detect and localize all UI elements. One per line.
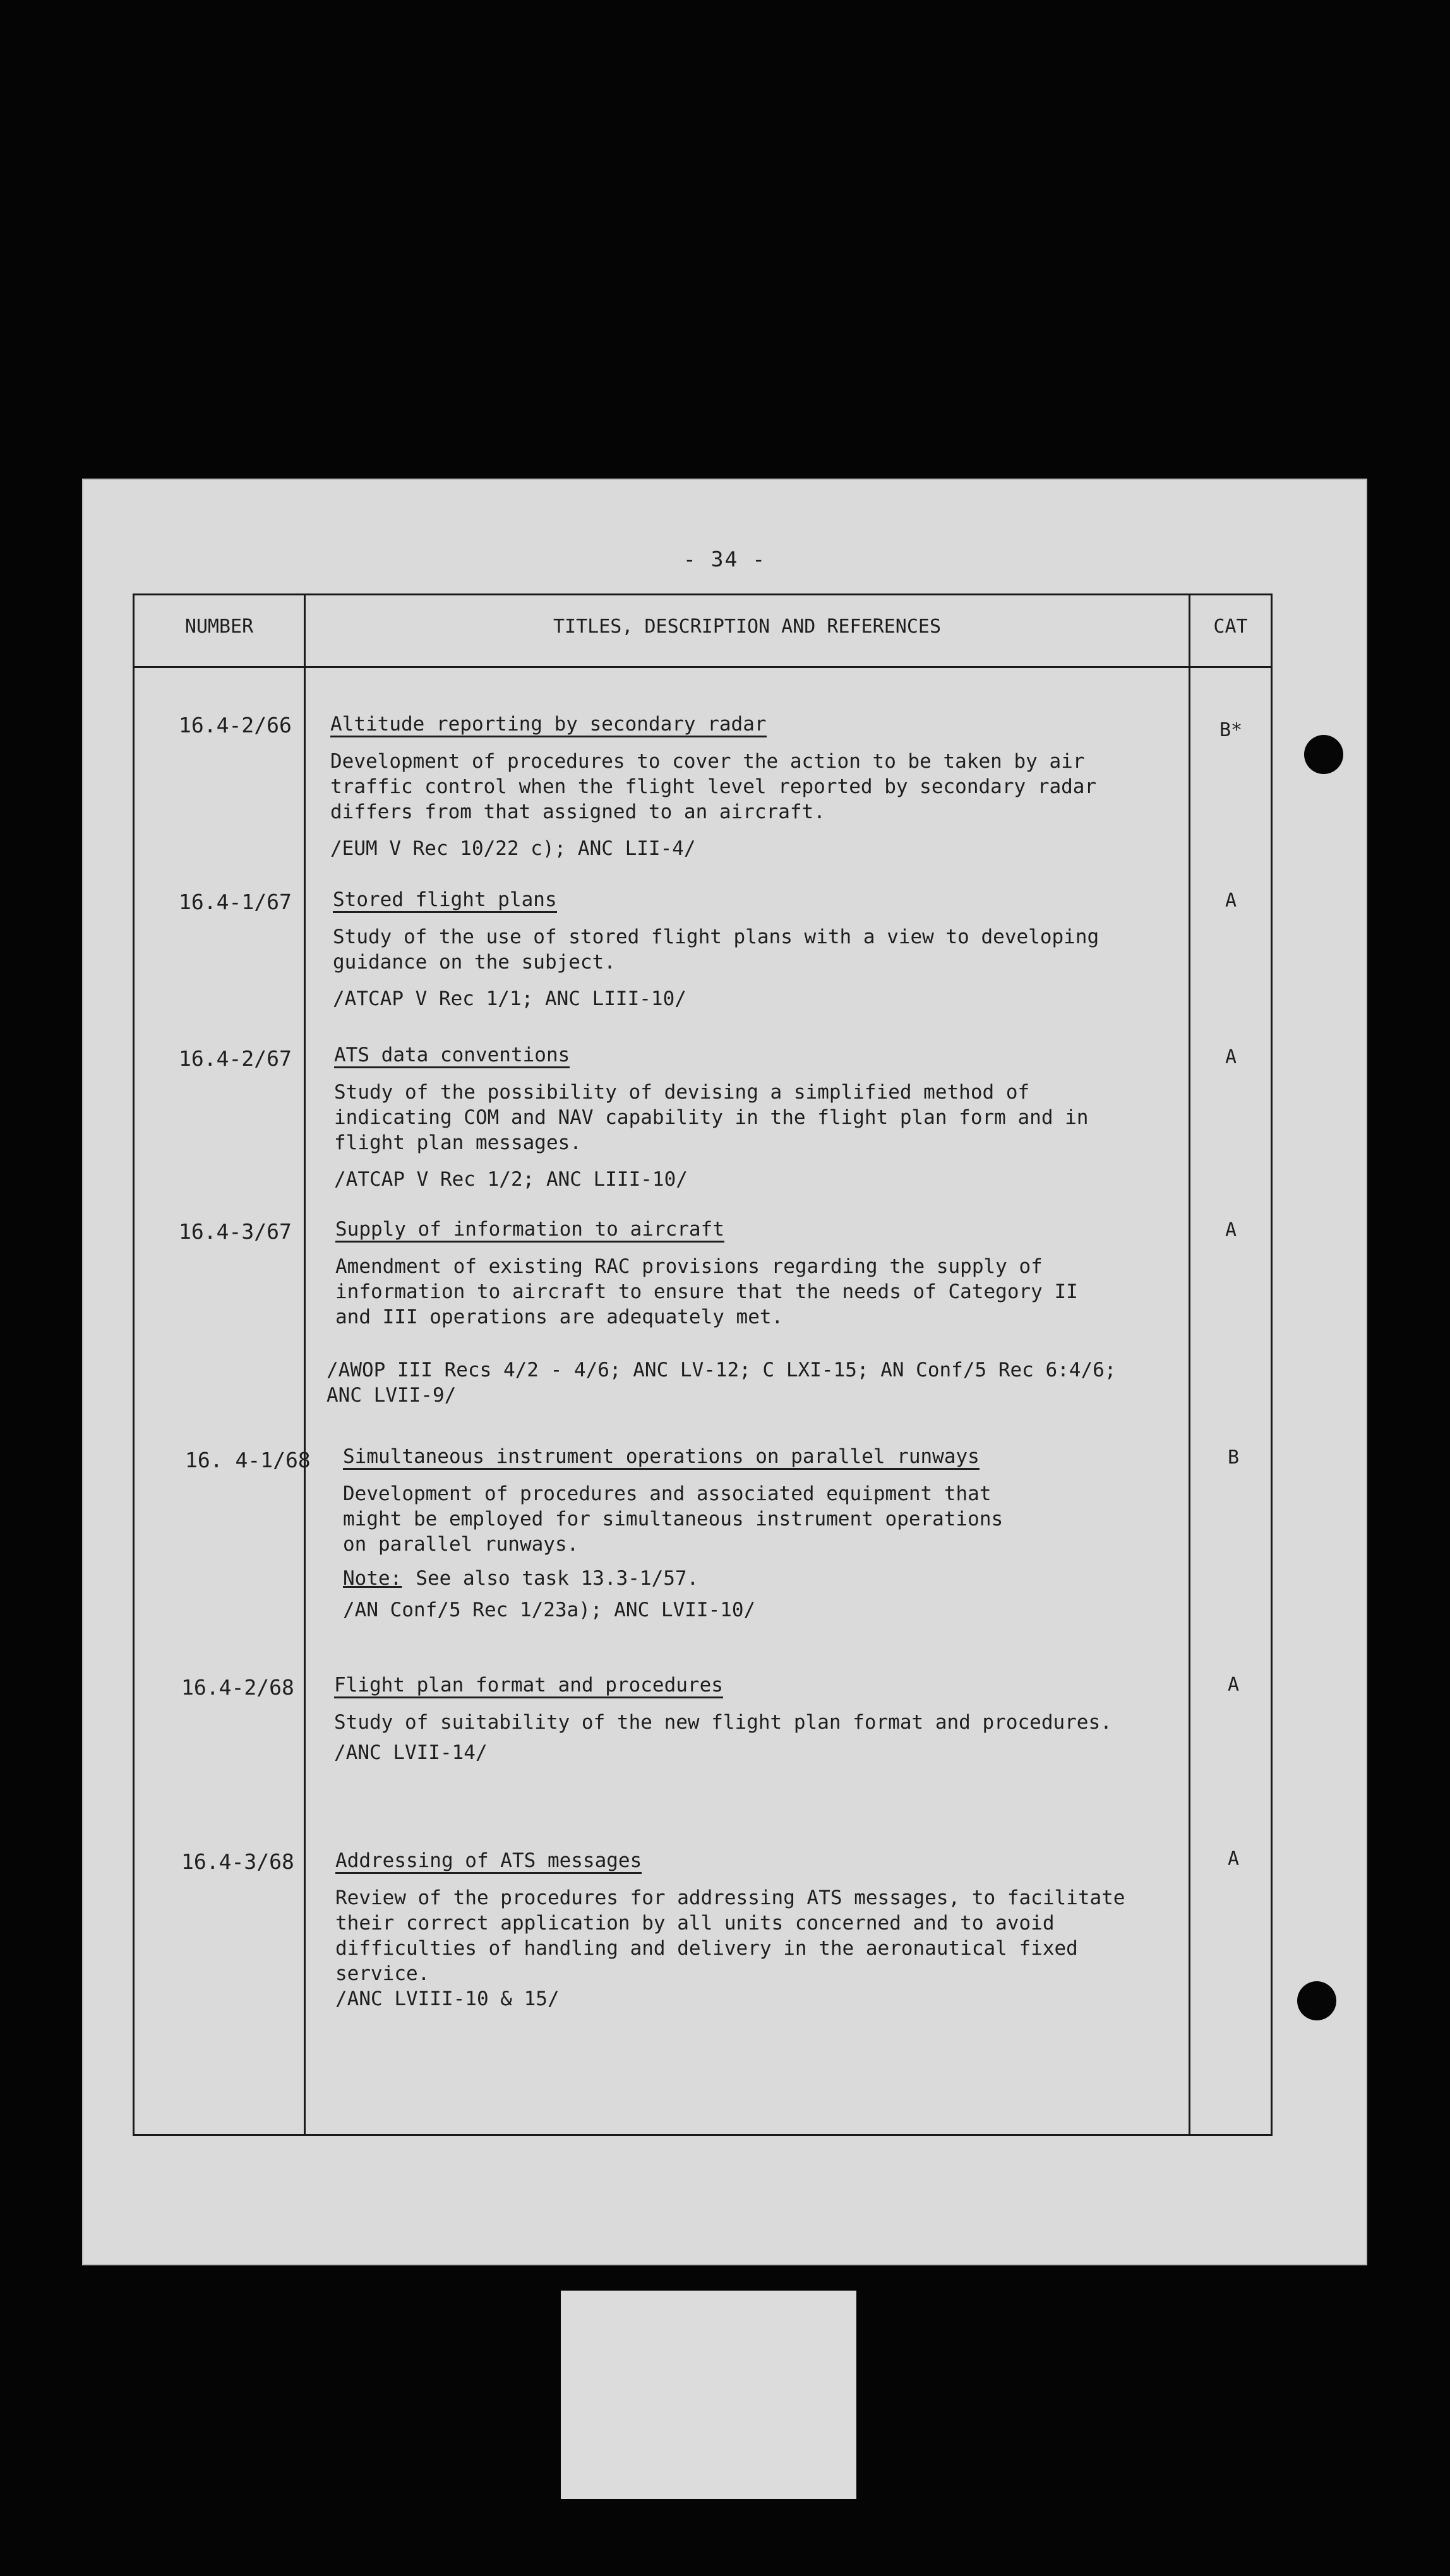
row-reference: /ATCAP V Rec 1/1; ANC LIII-10/ [333, 987, 686, 1010]
table-row [334, 1673, 1206, 1765]
task-table [133, 593, 1273, 2136]
row-number: 16.4-2/67 [179, 1046, 292, 1071]
document-page [82, 479, 1367, 2265]
row-cat: A [1227, 1674, 1240, 1696]
row-title: Stored flight plans [333, 888, 557, 913]
row-cat: A [1225, 1046, 1237, 1068]
page-number: - 34 - [683, 547, 767, 571]
row-cat: A [1227, 1848, 1240, 1870]
row-title: ATS data conventions [334, 1044, 570, 1068]
header-number: NUMBER [184, 616, 254, 638]
table-row [343, 1444, 1214, 1623]
row-number: 16.4-3/67 [179, 1219, 292, 1244]
row-reference: /ATCAP V Rec 1/2; ANC LIII-10/ [334, 1168, 688, 1191]
row-description: Review of the procedures for addressing ATS messages, to facilitate their correct application by all units concerned and to avoid difficulties of handling and delivery in the aeronautical fixed service. [335, 1887, 1125, 1985]
row-number: 16. 4-1/68 [185, 1448, 311, 1472]
blank-card [561, 2291, 856, 2499]
row-number: 16.4-3/68 [181, 1849, 294, 1874]
row-description: Study of the possibility of devising a simplified method of indicating COM and NAV capability in the flight plan form and in flight plan messages. [334, 1081, 1089, 1154]
table-row [335, 1848, 1207, 2012]
row-cat: B* [1219, 719, 1243, 741]
row-title: Addressing of ATS messages [335, 1849, 642, 1874]
note-text: See also task 13.3-1/57. [416, 1567, 699, 1590]
row-cat: B [1227, 1446, 1240, 1469]
row-number: 16.4-1/67 [179, 890, 292, 914]
row-reference: /ANC LVIII-10 & 15/ [335, 1988, 560, 2010]
row-description: Development of procedures and associated equipment that might be employed for simultaneous instrument operations on parallel runways. [343, 1482, 1004, 1556]
row-note [343, 1566, 1214, 1591]
row-title: Flight plan format and procedures [334, 1674, 723, 1698]
note-label: Note: [343, 1567, 402, 1590]
table-row [330, 712, 1202, 861]
header-divider [135, 666, 1271, 668]
row-reference: /ANC LVII-14/ [334, 1741, 488, 1764]
table-row [333, 887, 1204, 1011]
row-description: Study of suitability of the new flight plan format and procedures. [334, 1711, 1112, 1734]
row-description: Development of procedures to cover the action to be taken by air traffic control when the flight level reported by secondary radar differs from that assigned to an aircraft. [330, 750, 1097, 823]
table-row [327, 1217, 1207, 1408]
punch-hole [1304, 735, 1343, 774]
column-divider [304, 595, 306, 2134]
header-cat: CAT [1213, 616, 1248, 638]
row-description: Study of the use of stored flight plans with a view to developing guidance on the subject. [333, 926, 1099, 974]
row-cat: A [1225, 1219, 1237, 1241]
row-number: 16.4-2/66 [179, 713, 292, 737]
table-row [334, 1042, 1206, 1192]
row-reference: /EUM V Rec 10/22 c); ANC LII-4/ [330, 837, 696, 860]
row-reference: /AN Conf/5 Rec 1/23a); ANC LVII-10/ [343, 1599, 756, 1621]
row-number: 16.4-2/68 [181, 1675, 294, 1700]
row-title: Supply of information to aircraft [335, 1218, 724, 1243]
header-titles: TITLES, DESCRIPTION AND REFERENCES [553, 616, 942, 638]
row-reference: /AWOP III Recs 4/2 - 4/6; ANC LV-12; C LXI-15; AN Conf/5 Rec 6:4/6; ANC LVII-9/ [327, 1359, 1117, 1407]
row-title: Altitude reporting by secondary radar [330, 713, 767, 737]
row-description: Amendment of existing RAC provisions regarding the supply of information to aircraft to ensure that the needs of Category II and III operations are adequately met. [335, 1255, 1078, 1328]
punch-hole [1297, 1981, 1336, 2020]
row-title: Simultaneous instrument operations on parallel runways [343, 1445, 980, 1470]
row-cat: A [1225, 890, 1237, 912]
